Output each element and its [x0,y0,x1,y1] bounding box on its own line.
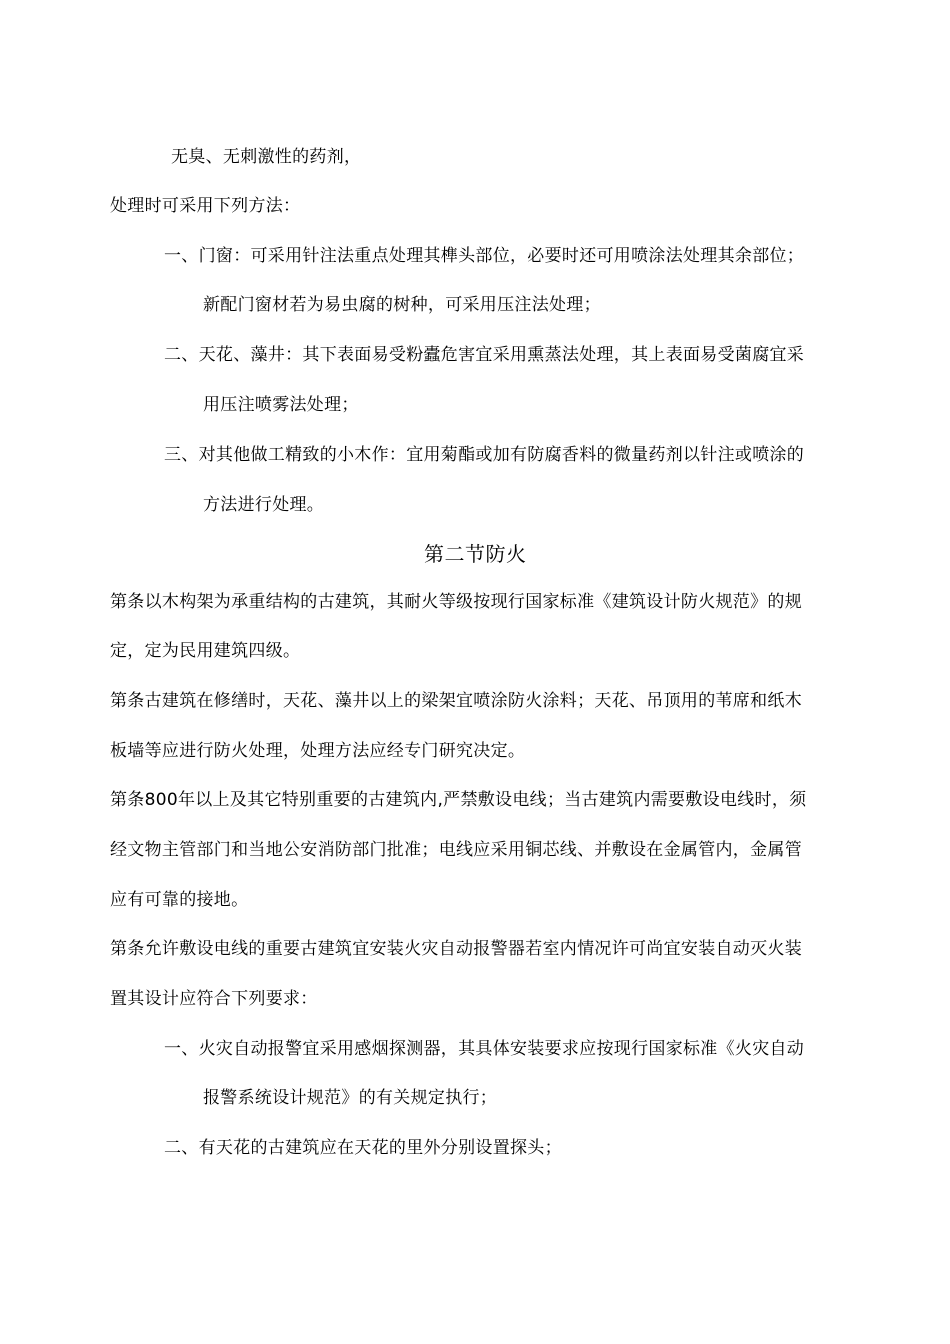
text-line: 板墙等应进行防火处理，处理方法应经专门研究决定。 [110,741,526,761]
text-line: 置其设计应符合下列要求： [110,989,318,1009]
list-item-ceiling-probe: 二、有天花的古建筑应在天花的里外分别设置探头； [164,1138,562,1158]
text-line: 新配门窗材若为易虫腐的树种，可采用压注法处理； [203,295,601,315]
article-paragraph: 第条古建筑在修缮时，天花、藻井以上的梁架宜喷涂防火涂料；天花、吊顶用的苇席和纸木 [110,691,802,711]
article-paragraph: 第条允许敷设电线的重要古建筑宜安装火灾自动报警器若室内情况许可尚宜安装自动灭火装 [110,939,802,959]
list-item-ceiling: 二、天花、藻井：其下表面易受粉蠹危害宜采用熏蒸法处理，其上表面易受菌腐宜采 [164,345,805,365]
text-line: 应有可靠的接地。 [110,890,249,910]
section-title: 第二节防火 [424,542,527,566]
article-paragraph: 第条800年以上及其它特别重要的古建筑内,严禁敷设电线；当古建筑内需要敷设电线时，须 [110,790,807,810]
list-item-doors-windows: 一、门窗：可采用针注法重点处理其榫头部位，必要时还可用喷涂法处理其余部位； [164,246,805,266]
article-paragraph: 第条以木构架为承重结构的古建筑，其耐火等级按现行国家标准《建筑设计防火规范》的规 [110,592,802,612]
list-item-woodwork: 三、对其他做工精致的小木作：宜用菊酯或加有防腐香料的微量药剂以针注或喷涂的 [164,445,805,465]
text-line: 方法进行处理。 [203,495,325,515]
text-line: 无臭、无刺激性的药剂， [171,147,362,167]
text-line: 定，定为民用建筑四级。 [110,641,301,661]
text-line: 处理时可采用下列方法： [110,196,301,216]
text-line: 报警系统设计规范》的有关规定执行； [203,1088,498,1108]
list-item-smoke-detector: 一、火灾自动报警宜采用感烟探测器，其具体安装要求应按现行国家标准《火灾自动 [164,1039,805,1059]
text-line: 经文物主管部门和当地公安消防部门批准；电线应采用铜芯线、并敷设在金属管内，金属管 [110,840,802,860]
text-line: 用压注喷雾法处理； [203,395,359,415]
